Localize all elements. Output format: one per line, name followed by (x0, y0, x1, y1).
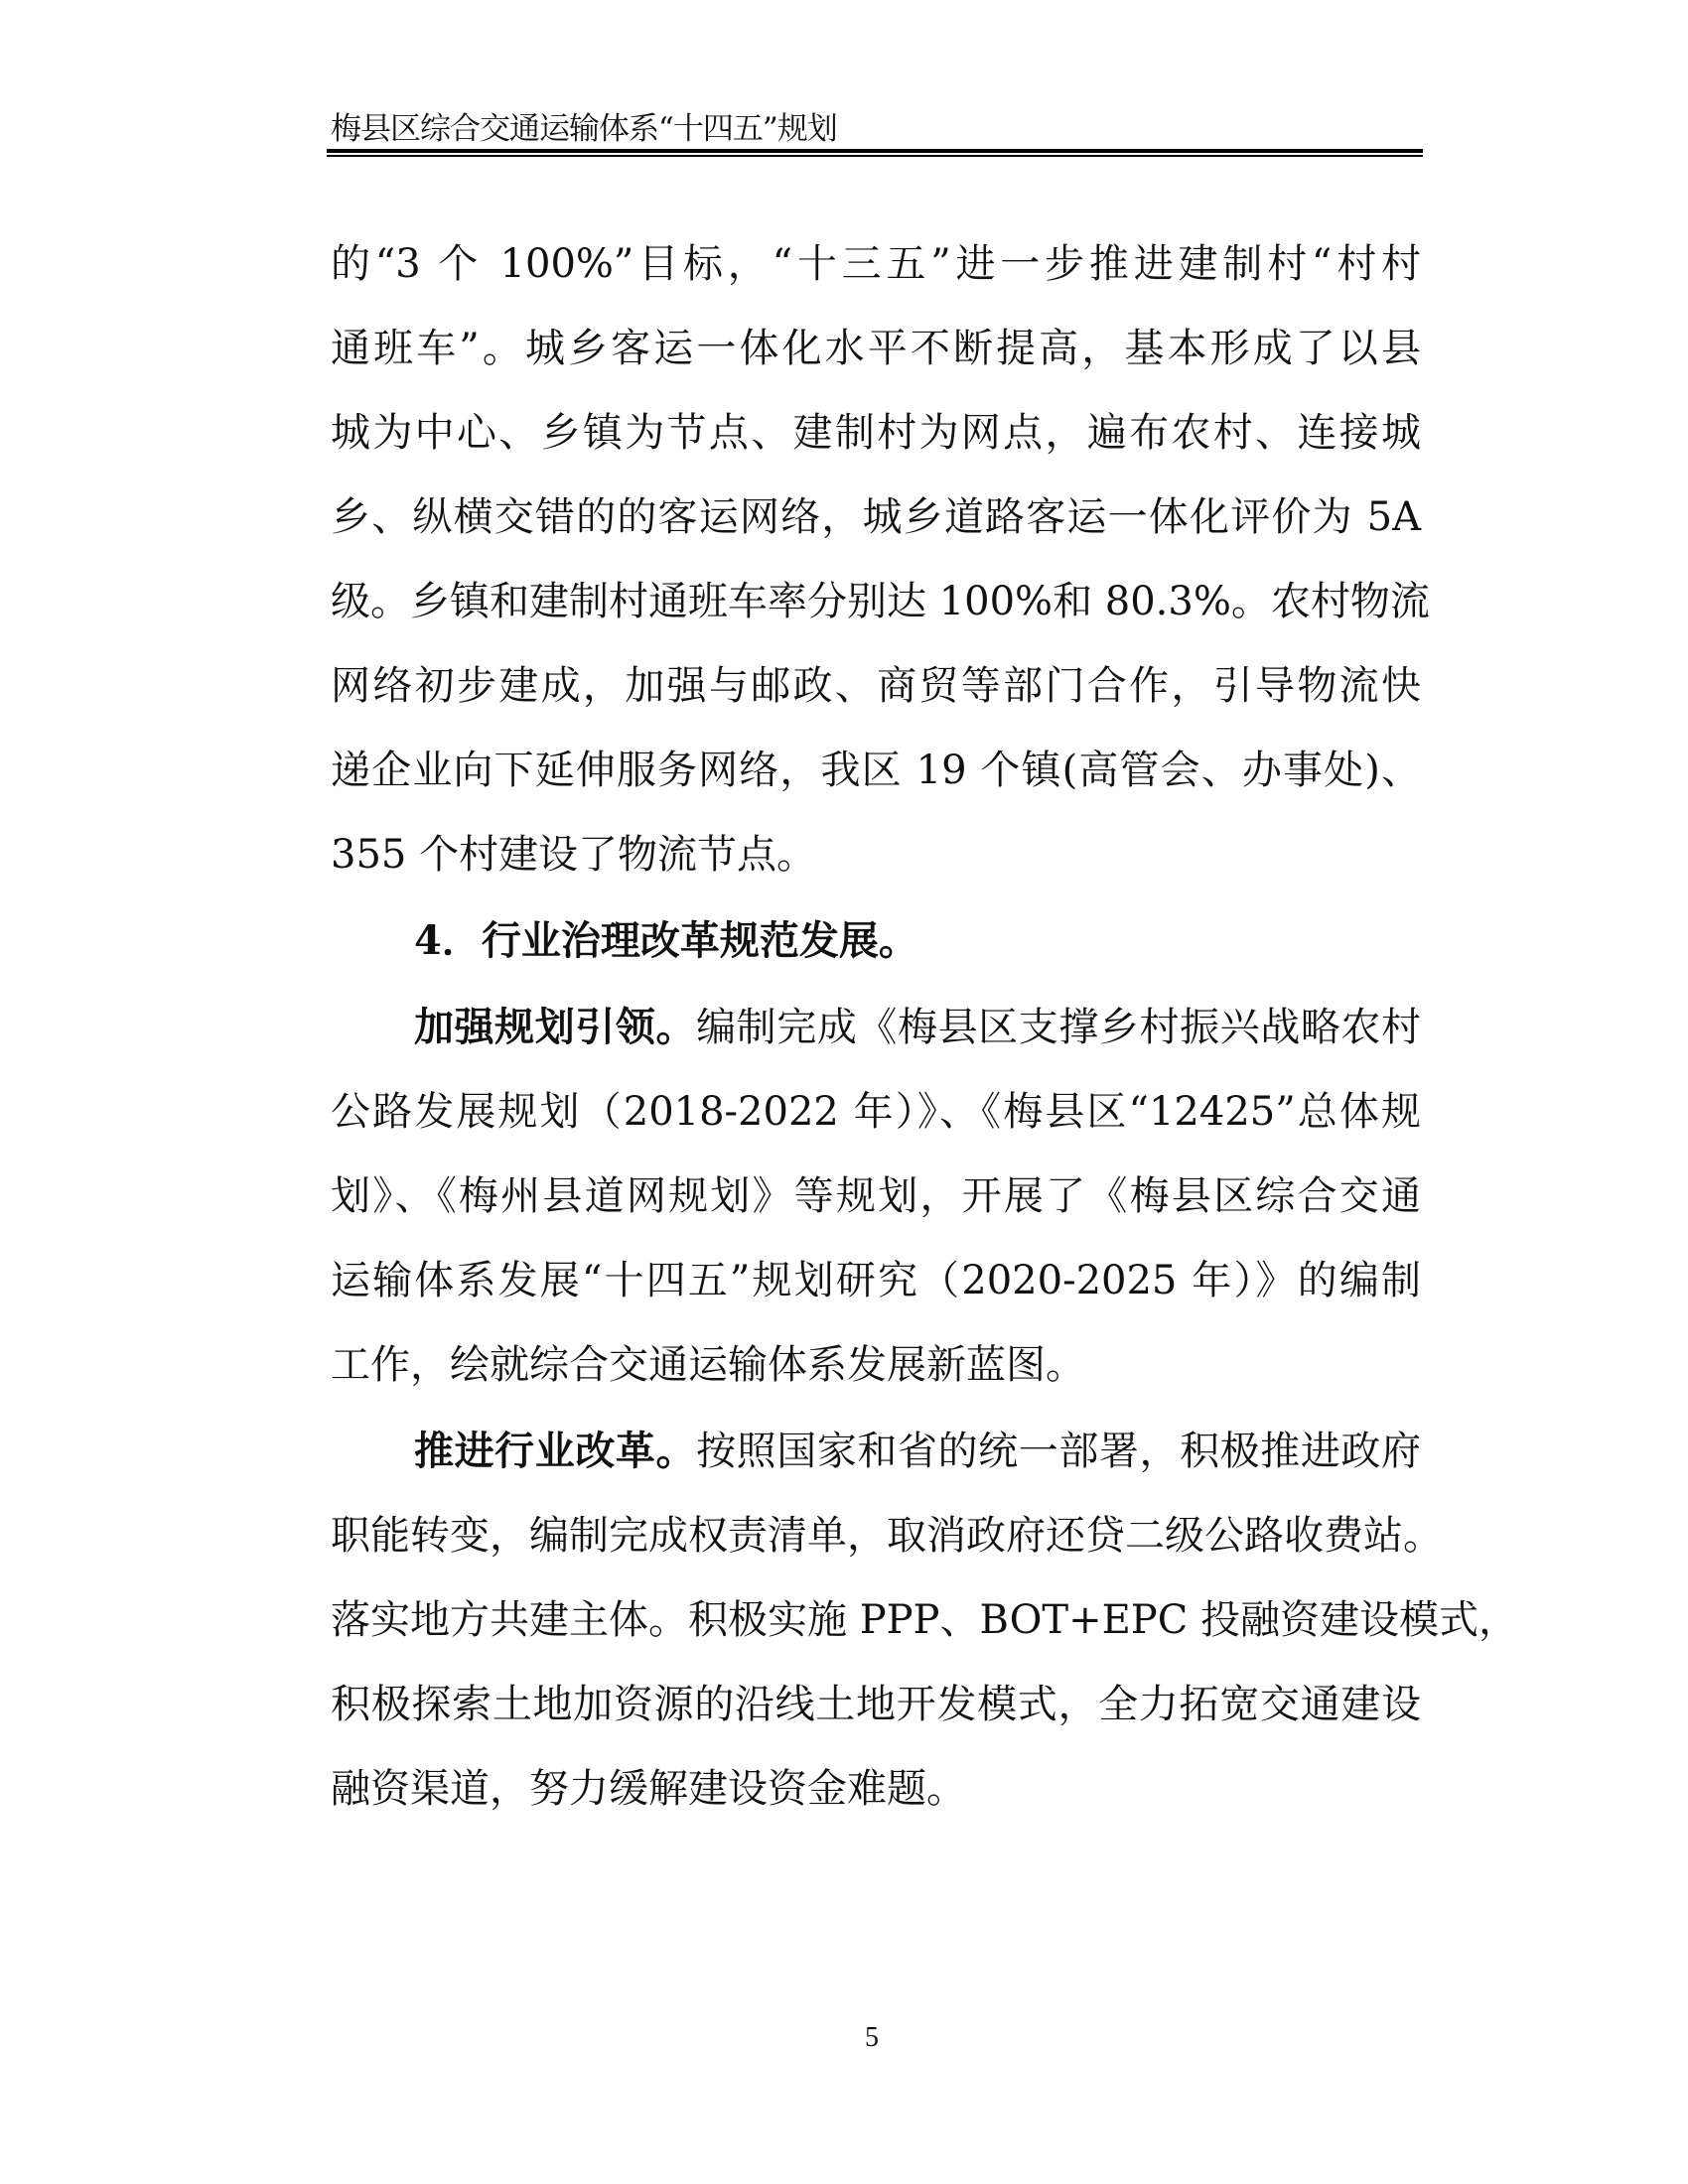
paragraph-line: 公路发展规划（2018-2022 年）》、《梅县区“12425”总体规 (331, 1089, 1421, 1135)
page-number: 5 (865, 2022, 879, 2053)
paragraph-line: 级。乡镇和建制村通班车率分别达 100%和 80.3%。农村物流 (331, 579, 1430, 624)
paragraph-line: 城为中心、乡镇为节点、建制村为网点，遍布农村、连接城 (331, 410, 1421, 456)
paragraph-line: 工作，绘就综合交通运输体系发展新蓝图。 (331, 1342, 1085, 1388)
paragraph-line: 积极探索土地加资源的沿线土地开发模式，全力拓宽交通建设 (331, 1682, 1421, 1727)
paragraph-line: 职能转变，编制完成权责清单，取消政府还贷二级公路收费站。 (331, 1513, 1443, 1559)
header-rule-thick (327, 149, 1423, 153)
paragraph-line: 融资渠道，努力缓解建设资金难题。 (331, 1766, 966, 1812)
paragraph-line: 乡、纵横交错的的客运网络，城乡道路客运一体化评价为 5A (331, 494, 1421, 540)
paragraph-lead: 推进行业改革。 (414, 1428, 697, 1474)
paragraph-line (414, 1422, 1421, 1481)
paragraph-line: 划》、《梅州县道网规划》等规划，开展了《梅县区综合交通 (331, 1173, 1421, 1219)
paragraph-line (414, 998, 1421, 1057)
paragraph-line: 通班车”。城乡客运一体化水平不断提高，基本形成了以县 (331, 326, 1421, 371)
paragraph-line: 落实地方共建主体。积极实施 PPP、BOT+EPC 投融资建设模式， (331, 1597, 1519, 1643)
paragraph-line: 递企业向下延伸服务网络，我区 19 个镇(高管会、办事处)、 (331, 748, 1421, 793)
paragraph-line: 运输体系发展“十四五”规划研究（2020-2025 年）》的编制 (331, 1258, 1421, 1303)
paragraph-text: 编制完成《梅县区支撑乡村振兴战略农村 (696, 1005, 1422, 1050)
paragraph-line: 的“3 个 100%”目标，“十三五”进一步推进建制村“村村 (331, 241, 1421, 287)
paragraph-text: 按照国家和省的统一部署，积极推进政府 (696, 1429, 1422, 1474)
paragraph-line: 网络初步建成，加强与邮政、商贸等部门合作，引导物流快 (331, 663, 1421, 709)
header-rule-thin (327, 155, 1423, 157)
paragraph-lead: 加强规划引领。 (414, 1004, 697, 1050)
paragraph-line: 355 个村建设了物流节点。 (331, 832, 817, 878)
section-heading: 4．行业治理改革规范发展。 (414, 917, 918, 964)
document-title: 梅县区综合交通运输体系“十四五”规划 (331, 111, 837, 147)
